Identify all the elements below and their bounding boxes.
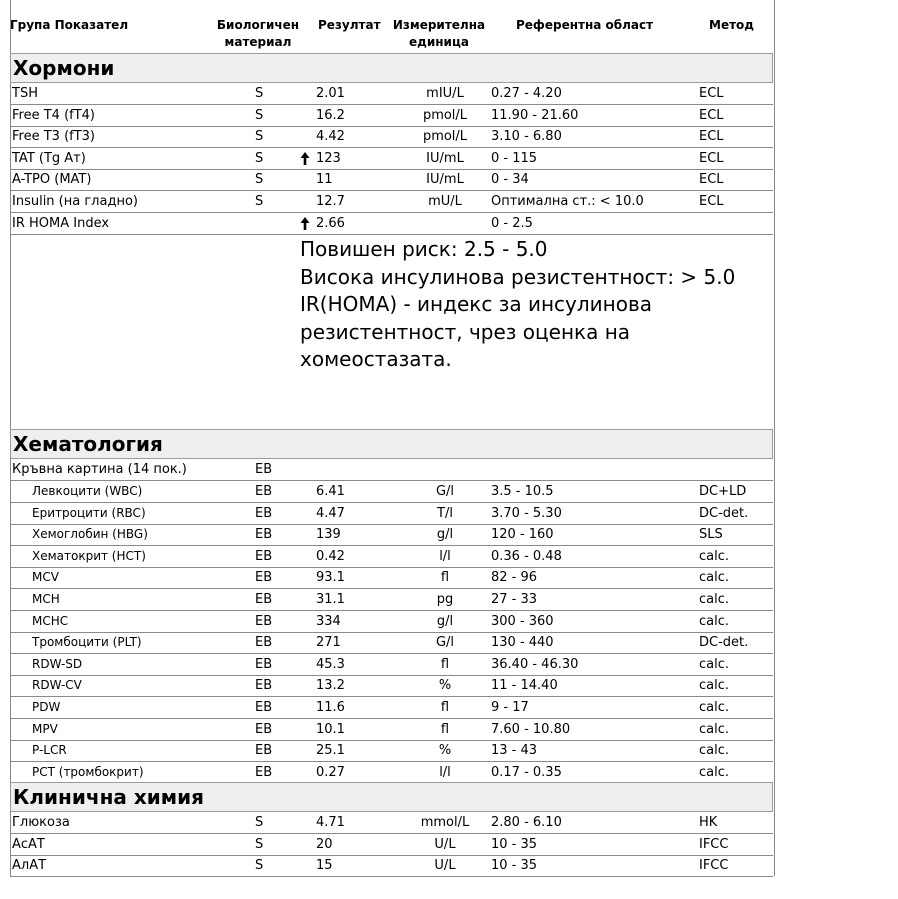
cell-unit: mU/L [428, 194, 462, 209]
table-row [10, 740, 773, 762]
cell-result: 11 [316, 172, 333, 188]
cell-result: 123 [316, 150, 341, 166]
cell-method: ECL [699, 194, 724, 209]
table-row [10, 191, 773, 213]
cell-ref: 11.90 - 21.60 [491, 107, 579, 123]
cell-result: 15 [316, 858, 333, 874]
cell-method: DC-det. [699, 635, 749, 651]
header-reference: Референтна област [516, 18, 654, 32]
homa-note-line: Висока инсулинова резистентност: > 5.0 [300, 264, 736, 289]
table-row [10, 697, 773, 719]
cell-unit: fl [440, 700, 450, 715]
cell-unit: l/l [439, 764, 451, 780]
cell-result: 0.42 [316, 548, 345, 564]
cell-ref: 0.36 - 0.48 [491, 548, 562, 564]
cell-material: S [255, 150, 264, 166]
cell-result: 45.3 [316, 656, 345, 672]
cell-ref: 10 - 35 [491, 836, 538, 852]
cell-ref: 300 - 360 [491, 613, 554, 629]
cell-method: IFCC [699, 836, 729, 852]
cell-result: 334 [316, 613, 341, 629]
cell-material: S [255, 815, 264, 830]
cell-result: 93.1 [316, 570, 345, 586]
cell-ref: 36.40 - 46.30 [491, 656, 579, 672]
table-row [10, 762, 773, 784]
cell-name: Тромбоцити (PLT) [32, 635, 142, 650]
table-row [10, 589, 773, 611]
table-row [10, 855, 773, 877]
cell-material: EB [255, 570, 273, 586]
table-row [10, 148, 773, 170]
cell-ref: 0.27 - 4.20 [491, 86, 562, 101]
cell-method: ECL [699, 107, 724, 123]
cell-result: 12.7 [316, 194, 345, 209]
cell-unit: fl [440, 721, 450, 737]
header-material [213, 17, 303, 51]
cell-method: calc. [699, 613, 730, 629]
cell-name: PCT (тромбокрит) [32, 764, 144, 779]
cell-material: EB [255, 613, 273, 629]
cell-result: 4.42 [316, 129, 345, 145]
cell-result: 11.6 [316, 700, 345, 715]
cell-material: EB [255, 743, 273, 759]
cell-name: Глюкоза [12, 815, 70, 830]
cell-unit: pmol/L [422, 107, 468, 123]
cell-ref: 10 - 35 [491, 858, 538, 874]
section-chemistry [10, 782, 773, 812]
header-unit-line1: Измерителна [392, 18, 486, 32]
cell-result: 2.66 [316, 215, 345, 231]
cell-result: 10.1 [316, 721, 345, 737]
section-title: Хормони [13, 56, 115, 80]
cell-ref: 9 - 17 [491, 700, 529, 715]
cell-unit: % [438, 678, 452, 694]
cell-method: calc. [699, 592, 730, 607]
cell-ref: 82 - 96 [491, 570, 538, 586]
cell-method: SLS [699, 527, 723, 543]
homa-note-line: резистентност, чрез оценка на [300, 319, 631, 344]
table-row [10, 812, 773, 834]
cell-material: S [255, 836, 264, 852]
cell-method: ECL [699, 129, 724, 145]
cell-ref: 130 - 440 [491, 635, 554, 651]
cell-material: S [255, 194, 264, 209]
section-title: Хематология [13, 432, 163, 456]
cell-name: TAT (Tg Ат) [12, 150, 86, 166]
cell-method: IFCC [699, 858, 729, 874]
cell-result: 4.71 [316, 815, 345, 830]
cell-material: EB [255, 635, 273, 651]
cell-ref: 13 - 43 [491, 743, 538, 759]
cell-name: PDW [32, 700, 61, 714]
cell-name: Insulin (на гладно) [12, 194, 138, 209]
table-row [10, 524, 773, 546]
cell-result: 20 [316, 836, 333, 852]
cell-method: DC-det. [699, 505, 749, 521]
cell-name: MCHC [32, 613, 69, 628]
high-value-arrow-icon [300, 217, 310, 230]
cell-unit: T/l [437, 505, 453, 521]
cell-method: ECL [699, 172, 724, 188]
table-row [10, 834, 773, 856]
cell-name: АсАТ [12, 836, 45, 852]
cell-unit: % [438, 743, 452, 759]
header-unit [383, 17, 495, 51]
cell-name: RDW-CV [32, 678, 82, 693]
cell-ref: 0.17 - 0.35 [491, 764, 562, 780]
cell-unit: l/l [439, 548, 451, 564]
cell-name: MCH [32, 592, 60, 606]
table-row [10, 169, 773, 191]
cell-material: EB [255, 656, 273, 672]
cell-material: S [255, 172, 264, 188]
homa-note [300, 236, 735, 374]
cell-material: EB [255, 592, 273, 607]
cell-method: calc. [699, 570, 730, 586]
cell-name: P-LCR [32, 743, 67, 758]
homa-note-line: IR(HOMA) - индекс за инсулинова [300, 292, 652, 316]
section-hematology [10, 429, 773, 459]
cell-material: S [255, 858, 264, 874]
header-material-line1: Биологичен [216, 18, 300, 32]
cell-result: 16.2 [316, 107, 345, 123]
cell-unit: fl [440, 570, 450, 586]
table-row [10, 611, 773, 633]
table-row [10, 126, 773, 148]
cell-unit: pmol/L [422, 129, 468, 145]
cell-method: calc. [699, 764, 730, 780]
cell-result: 2.01 [316, 86, 345, 101]
cell-method: calc. [699, 721, 730, 737]
cell-unit: mIU/L [426, 86, 464, 101]
cell-name: АлАТ [12, 858, 47, 874]
table-row [10, 481, 773, 503]
cell-method: calc. [699, 700, 730, 715]
cell-method: calc. [699, 548, 730, 564]
cell-material: EB [255, 548, 273, 564]
cell-unit: IU/mL [426, 150, 464, 166]
cell-unit: IU/mL [426, 172, 464, 188]
cell-result: 25.1 [316, 743, 345, 759]
table-row [10, 213, 773, 235]
cell-unit: g/l [436, 527, 454, 543]
cell-name: Free T4 (fT4) [12, 107, 95, 123]
cell-material: S [255, 129, 264, 145]
cell-ref: 3.5 - 10.5 [491, 484, 554, 499]
cell-ref: 120 - 160 [491, 527, 554, 543]
cell-result: 6.41 [316, 484, 345, 499]
cell-method: calc. [699, 656, 730, 672]
cell-material: EB [255, 484, 273, 499]
table-row [10, 546, 773, 568]
section-title: Клинична химия [13, 785, 204, 809]
cell-ref: 3.10 - 6.80 [491, 129, 562, 145]
cell-method: calc. [699, 743, 730, 759]
cell-name: Хемоглобин (HBG) [32, 527, 148, 542]
table-row [10, 83, 773, 105]
panel-material: EB [255, 462, 273, 477]
cell-unit: mmol/L [420, 815, 470, 830]
cell-ref: 11 - 14.40 [491, 678, 558, 694]
cell-name: A-TPO (MAT) [12, 172, 92, 188]
cell-material: EB [255, 764, 273, 780]
table-row [10, 503, 773, 525]
table-row [10, 567, 773, 589]
cell-result: 139 [316, 527, 341, 543]
cell-name: IR HOMA Index [12, 215, 110, 231]
cell-name: TSH [12, 86, 38, 101]
table-row [10, 654, 773, 676]
homa-note-line: Повишен риск: 2.5 - 5.0 [300, 237, 548, 261]
cell-name: RDW-SD [32, 656, 83, 671]
table-row [10, 632, 773, 654]
cell-result: 0.27 [316, 764, 345, 780]
cell-unit: pg [436, 592, 454, 607]
cell-result: 13.2 [316, 678, 345, 694]
cell-unit: g/l [436, 613, 454, 629]
cell-unit: G/l [435, 635, 455, 651]
cell-ref: 7.60 - 10.80 [491, 721, 571, 737]
cell-name: Левкоцити (WBC) [32, 484, 143, 498]
hematology-panel-row [10, 459, 773, 481]
cell-unit: G/l [435, 484, 455, 499]
cell-result: 271 [316, 635, 341, 651]
cell-method: HK [699, 815, 718, 830]
cell-unit: fl [440, 656, 450, 672]
cell-unit: U/L [434, 858, 456, 874]
cell-ref: 0 - 34 [491, 172, 529, 188]
cell-ref: 2.80 - 6.10 [491, 815, 562, 830]
cell-material: EB [255, 527, 273, 543]
section-hormones [10, 53, 773, 83]
cell-method: calc. [699, 678, 730, 694]
high-value-arrow-icon [300, 152, 310, 165]
header-material-line2: материал [224, 35, 292, 49]
cell-ref: 27 - 33 [491, 592, 538, 607]
header-unit-line2: единица [409, 35, 469, 49]
header-result: Резултат [318, 18, 381, 32]
cell-method: ECL [699, 150, 724, 166]
cell-result: 31.1 [316, 592, 345, 607]
cell-material: EB [255, 700, 273, 715]
homa-note-line: хомеостазата. [300, 347, 452, 371]
cell-ref: 0 - 115 [491, 150, 538, 166]
cell-name: Хематокрит (HCT) [32, 548, 146, 563]
table-row [10, 105, 773, 127]
header-method: Метод [709, 18, 754, 32]
cell-ref: 0 - 2.5 [491, 215, 533, 231]
cell-material: S [255, 107, 264, 123]
cell-result: 4.47 [316, 505, 345, 521]
table-row [10, 675, 773, 697]
cell-name: MPV [32, 721, 58, 736]
cell-material: S [255, 86, 264, 101]
cell-method: ECL [699, 86, 724, 101]
panel-name: Кръвна картина (14 пок.) [12, 462, 187, 477]
cell-unit: U/L [434, 836, 456, 852]
header-group: Група Показател [10, 18, 129, 32]
cell-ref: 3.70 - 5.30 [491, 505, 562, 521]
cell-method: DC+LD [699, 484, 747, 499]
cell-material: EB [255, 678, 273, 694]
cell-material: EB [255, 721, 273, 737]
cell-material: EB [255, 505, 273, 521]
table-row [10, 719, 773, 741]
cell-name: Еритроцити (RBC) [32, 505, 146, 520]
cell-ref: Оптимална ст.: < 10.0 [491, 194, 644, 209]
cell-name: MCV [32, 570, 59, 585]
cell-name: Free T3 (fT3) [12, 129, 95, 145]
